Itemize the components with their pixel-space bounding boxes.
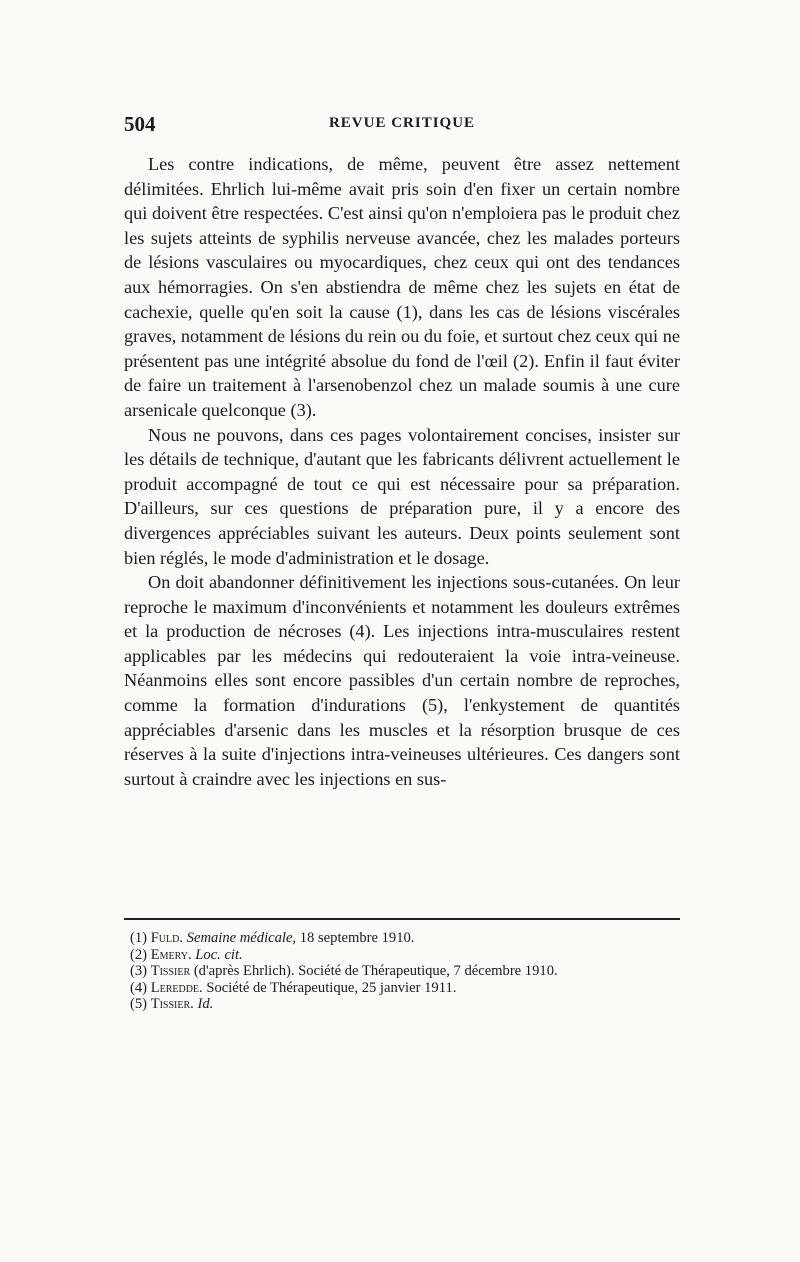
footnote-source: Id. (197, 996, 214, 1012)
footnote (130, 947, 680, 964)
footnotes (130, 930, 680, 1013)
footnote-number: (2) (130, 946, 148, 963)
footnote (130, 996, 680, 1013)
footnote-rule (124, 918, 680, 920)
footnote-author: Leredde. (150, 979, 203, 996)
footnote (130, 980, 680, 997)
paragraph: On doit abandonner définitivement les injections sous-cutanées. On leur reproche le maximum d'inconvénients et notamment les douleurs extrêmes et la production de nécroses (4). Les injections intra-musculaires restent applicables par les médecins qui redouteraient la voie intra-veineuse. Néanmoins elles sont encore passibles d'un certain nombre de reproches, comme la formation d'indurations (5), l'enkystement de quantités appréciables d'arsenic dans les muscles et la résorption brusque de ces réserves à la suite d'injections intra-veineuses ultérieures. Ces dangers sont surtout à craindre avec les injections en sus- (124, 572, 680, 789)
page-number: 504 (124, 112, 156, 136)
paragraph: Nous ne pouvons, dans ces pages volontairement concises, insister sur les détails de technique, d'autant que les fabricants délivrent actuellement le produit accompagné de tout ce qui est nécessaire pour sa préparation. D'ailleurs, sur ces questions de préparation pure, il y a encore des divergences appréciables suivant les auteurs. Deux points seulement sont bien réglés, le mode d'administration et le dosage. (124, 424, 680, 568)
paragraph: Les contre indications, de même, peuvent être assez nettement délimitées. Ehrlich lui-même avait pris soin d'en fixer un certain nombre qui doivent être respectées. C'est ainsi qu'on n'emploiera pas le produit chez les sujets atteints de syphilis nerveuse avancée, chez les malades porteurs de lésions vasculaires ou myocardiques, chez ceux qui ont des tendances aux hémorragies. On s'en abstiendra de même chez les sujets en état de cachexie, quelle qu'en soit la cause (1), dans les cas de lésions viscérales graves, notamment de lésions du rein ou du foie, et surtout chez ceux qui ne présentent pas une intégrité absolue du fond de l'œil (2). Enfin il faut éviter de faire un traitement à l'arsenobenzol chez un malade soumis à une cure arsenicale quelconque (3). (124, 154, 680, 420)
footnote (130, 963, 680, 980)
footnote-source: Semaine médicale, (186, 930, 297, 946)
footnote (130, 930, 680, 947)
footnote-detail: (d'après Ehrlich). Société de Thérapeutique, 7 décembre 1910. (190, 963, 558, 979)
footnote-number: (5) (130, 996, 148, 1012)
footnote-number: (1) (130, 930, 148, 946)
footnote-detail: 18 septembre 1910. (296, 930, 415, 946)
footnote-detail: Société de Thérapeutique, 25 janvier 1911. (202, 979, 457, 996)
footnote-author: Emery. (150, 946, 192, 963)
running-title: REVUE CRITIQUE (328, 115, 476, 131)
footnote-source: Loc. cit. (195, 946, 243, 963)
running-header (124, 112, 680, 138)
footnote-author: Tissier (150, 963, 191, 979)
footnote-number: (4) (130, 979, 148, 996)
footnote-author: Tissier. (150, 996, 194, 1012)
footnote-number: (3) (130, 963, 148, 979)
body-text (124, 152, 680, 791)
footnote-author: Fuld. (150, 930, 184, 946)
